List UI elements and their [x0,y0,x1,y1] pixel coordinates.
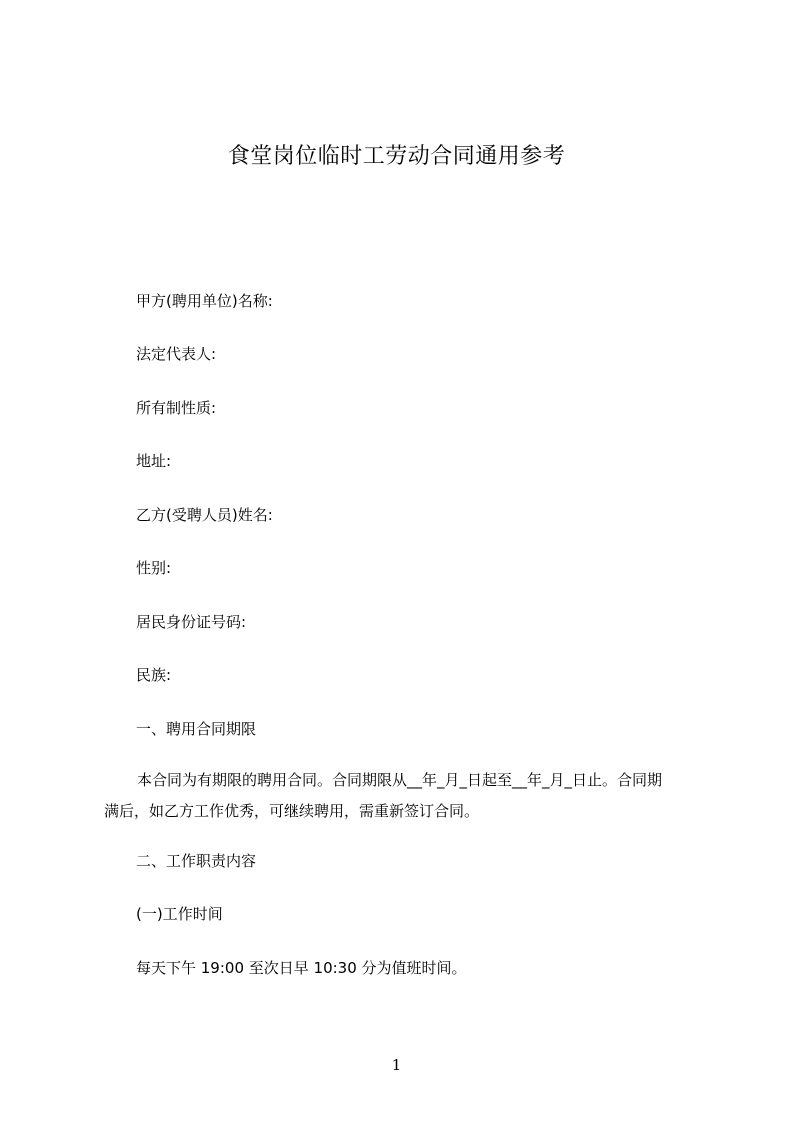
section-2-body: 每天下午 19:00 至次日早 10:30 分为值班时间。 [136,959,467,977]
id-number-field: 居民身份证号码: [136,613,247,631]
party-b-name-field: 乙方(受聘人员)姓名: [136,506,273,524]
page-number: 1 [391,1056,402,1074]
section-1-heading: 一、聘用合同期限 [136,720,257,738]
address-field: 地址: [136,452,172,470]
ownership-nature-field: 所有制性质: [136,399,217,417]
party-a-name-field: 甲方(聘用单位)名称: [136,292,273,310]
section-2-subheading: (一)工作时间 [136,905,223,923]
section-1-paragraph-line-2: 满后，如乙方工作优秀，可继续聘用，需重新签订合同。 [104,802,480,820]
ethnicity-field: 民族: [136,666,172,684]
section-2-heading: 二、工作职责内容 [136,852,257,870]
section-1-paragraph [104,770,704,821]
gender-field: 性别: [136,559,172,577]
document-title: 食堂岗位临时工劳动合同通用参考 [227,144,566,169]
section-1-paragraph-line-1: 本合同为有期限的聘用合同。合同期限从__年_月_日起至__年_月_日止。合同期 [137,771,663,789]
legal-representative-field: 法定代表人: [136,345,217,363]
